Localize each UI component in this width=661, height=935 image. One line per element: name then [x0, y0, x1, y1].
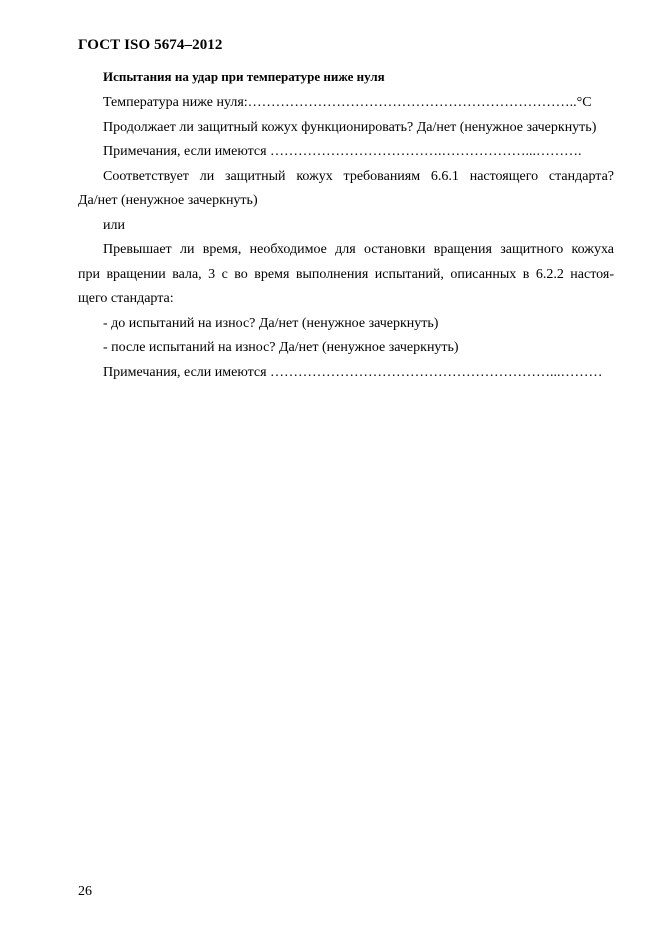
section-title: Испытания на удар при температуре ниже нуля	[103, 69, 385, 84]
compliance-line-1: Соответствует ли защитный кожух требованиям 6.6.1 настоящего стандарта?	[103, 168, 614, 184]
page-number: 26	[78, 884, 92, 899]
notes-line-2: Примечания, если имеются ……………………………………………………...………	[103, 364, 603, 380]
notes-line-1: Примечания, если имеются ……………………………….………………...……….	[103, 144, 582, 159]
continues-function-line: Продолжает ли защитный кожух функционировать? Да/нет (ненужное зачеркнуть)	[103, 119, 597, 135]
exceeds-line-1: Превышает ли время, необходимое для остановки вращения защитного кожуха	[103, 242, 614, 257]
temperature-line: Температура ниже нуля:……………………………………………………………..°С	[103, 95, 592, 110]
or-line: или	[103, 217, 125, 233]
before-wear-line: - до испытаний на износ? Да/нет (ненужное зачеркнуть)	[103, 315, 439, 331]
document-header: ГОСТ ISO 5674–2012	[78, 37, 223, 53]
exceeds-line-3: щего стандарта:	[78, 291, 174, 306]
exceeds-line-2: при вращении вала, 3 с во время выполнения испытаний, описанных в 6.2.2 настоя-	[78, 266, 614, 282]
document-body	[78, 91, 614, 385]
compliance-line-2: Да/нет (ненужное зачеркнуть)	[78, 193, 258, 208]
after-wear-line: - после испытаний на износ? Да/нет (ненужное зачеркнуть)	[103, 340, 459, 355]
